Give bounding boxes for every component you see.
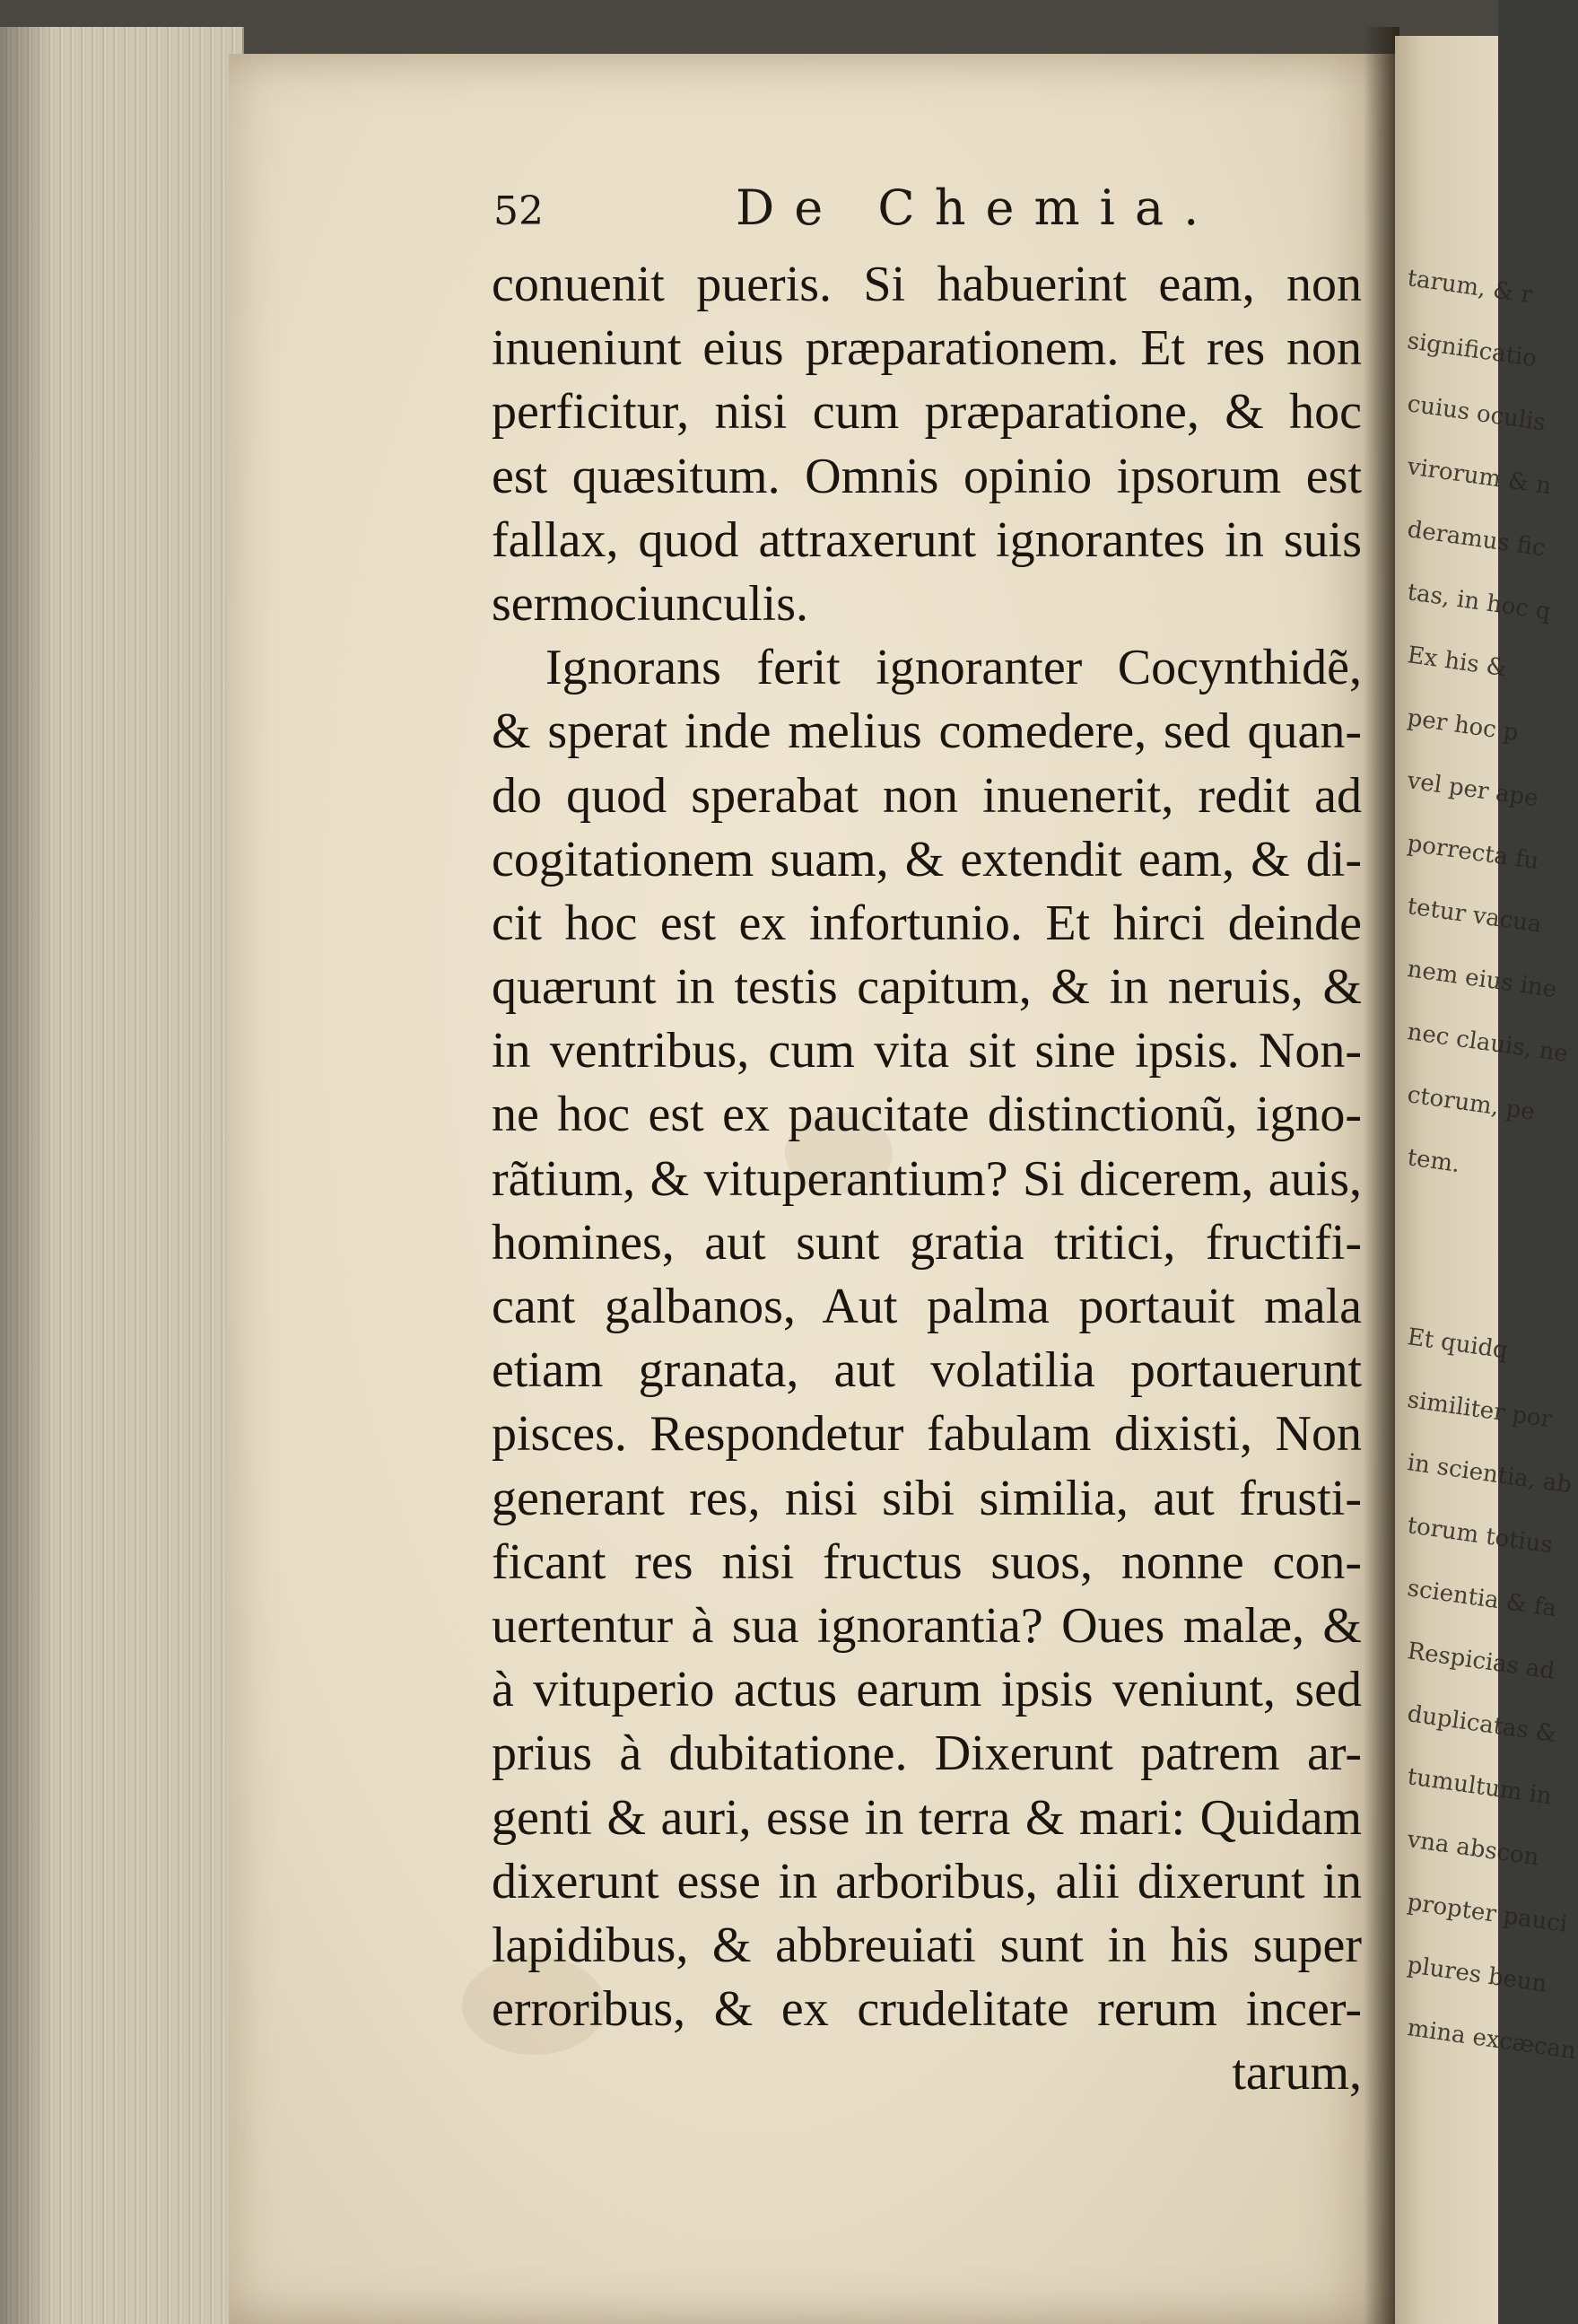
running-head: De Chemia. xyxy=(736,179,1219,236)
next-page-fragment: tarum, & r xyxy=(1405,265,1534,310)
body-text xyxy=(492,253,1362,2105)
text-line: dixerunt esse in arboribus, alii dixerunt in xyxy=(492,1853,1362,1909)
next-page-fragment: Ex his & xyxy=(1405,642,1509,683)
book-gutter xyxy=(1364,27,1399,2324)
next-page-fragment: mina excæcan xyxy=(1405,2014,1578,2066)
next-page-fragment: cuius oculis xyxy=(1405,390,1547,437)
next-page-fragment: propter pauci xyxy=(1405,1889,1570,1938)
next-page-fragment: deramus fic xyxy=(1405,516,1547,563)
text-line: rãtium, & vituperantium? Si dicerem, auis, xyxy=(492,1150,1362,1207)
text-line: in ventribus, cum vita sit sine ipsis. Non- xyxy=(492,1023,1362,1079)
text-line: prius à dubitatione. Dixerunt patrem ar- xyxy=(492,1726,1362,1782)
text-line: ne hoc est ex paucitate distinctionũ, igno- xyxy=(492,1087,1362,1143)
next-page-fragment: similiter por xyxy=(1405,1386,1555,1434)
text-line: etiam granata, aut volatilia portauerunt xyxy=(492,1342,1362,1399)
next-page-fragment: scientia & fa xyxy=(1405,1575,1558,1623)
text-line: fallax, quod attraxerunt ignorantes in suis xyxy=(492,511,1362,568)
next-page-fragment: virorum & n xyxy=(1405,453,1553,501)
next-page-fragment: vel per ape xyxy=(1405,767,1540,813)
next-page-fragment: tetur vacua xyxy=(1405,893,1544,939)
next-page-fragment: significatio xyxy=(1405,328,1539,373)
text-line: est quæsitum. Omnis opinio ipsorum est xyxy=(492,448,1362,504)
next-page-fragment: per hoc p xyxy=(1405,704,1521,747)
text-line: do quod sperabat non inuenerit, redit ad xyxy=(492,767,1362,824)
text-line: erroribus, & ex crudelitate rerum incer- xyxy=(492,1981,1362,2038)
next-page-fragment: torum totius xyxy=(1405,1512,1555,1560)
text-line: conuenit pueris. Si habuerint eam, non xyxy=(492,257,1362,312)
text-line: & sperat inde melius comedere, sed quan- xyxy=(492,703,1362,760)
next-page-fragment: tas, in hoc q xyxy=(1405,579,1553,626)
text-line: cant galbanos, Aut palma portauit mala xyxy=(492,1279,1362,1334)
next-page-fragment: ctorum, pe xyxy=(1405,1081,1537,1126)
next-page-fragment: nem eius ine xyxy=(1405,956,1559,1004)
text-line: cit hoc est ex infortunio. Et hirci deinde xyxy=(492,895,1362,951)
text-line: uertentur à sua ignorantia? Oues malæ, & xyxy=(492,1597,1362,1654)
next-page-fragment: Et quidq xyxy=(1405,1324,1510,1365)
text-line: genti & auri, esse in terra & mari: Quidam xyxy=(492,1789,1362,1846)
next-page-fragment: tem. xyxy=(1405,1144,1462,1179)
next-page-fragment: vna abscon xyxy=(1405,1826,1541,1872)
text-line: quærunt in testis capitum, & in neruis, & xyxy=(492,959,1362,1016)
text-line: generant res, nisi sibi similia, aut frusti- xyxy=(492,1470,1362,1526)
next-page-fragment: plures beun xyxy=(1405,1952,1549,1998)
page-edges-shadow xyxy=(0,27,54,2324)
next-page-fragment: porrecta fu xyxy=(1405,830,1541,876)
text-line: perficitur, nisi cum præparatione, & hoc xyxy=(492,384,1362,441)
next-page-fragment: tumultum in xyxy=(1405,1763,1554,1811)
page-number: 52 xyxy=(493,188,544,234)
next-page-fragment: nec clauis, ne xyxy=(1405,1018,1570,1068)
next-page-sliver xyxy=(1395,36,1578,2324)
text-line: pisces. Respondetur fabulam dixisti, Non xyxy=(492,1406,1362,1463)
text-line: homines, aut sunt gratia tritici, fructifi- xyxy=(492,1214,1362,1271)
text-line: lapidibus, & abbreuiati sunt in his super xyxy=(492,1917,1362,1973)
text-line: cogitationem suam, & extendit eam, & di- xyxy=(492,831,1362,887)
catchword: tarum, xyxy=(1232,2045,1362,2101)
text-line: inueniunt eius præparationem. Et res non xyxy=(492,320,1362,377)
next-page-fragment: in scientia, ab xyxy=(1405,1449,1574,1499)
text-line: sermociunculis. xyxy=(492,575,809,632)
next-page-fragment: duplicatas & xyxy=(1405,1700,1558,1749)
next-page-fragment: Respicias ad xyxy=(1405,1638,1556,1685)
text-line: Ignorans ferit ignoranter Cocynthidẽ, xyxy=(545,640,1362,696)
text-line: ficant res nisi fructus suos, nonne con- xyxy=(492,1533,1362,1590)
text-line: à vituperio actus earum ipsis veniunt, sed xyxy=(492,1662,1362,1718)
